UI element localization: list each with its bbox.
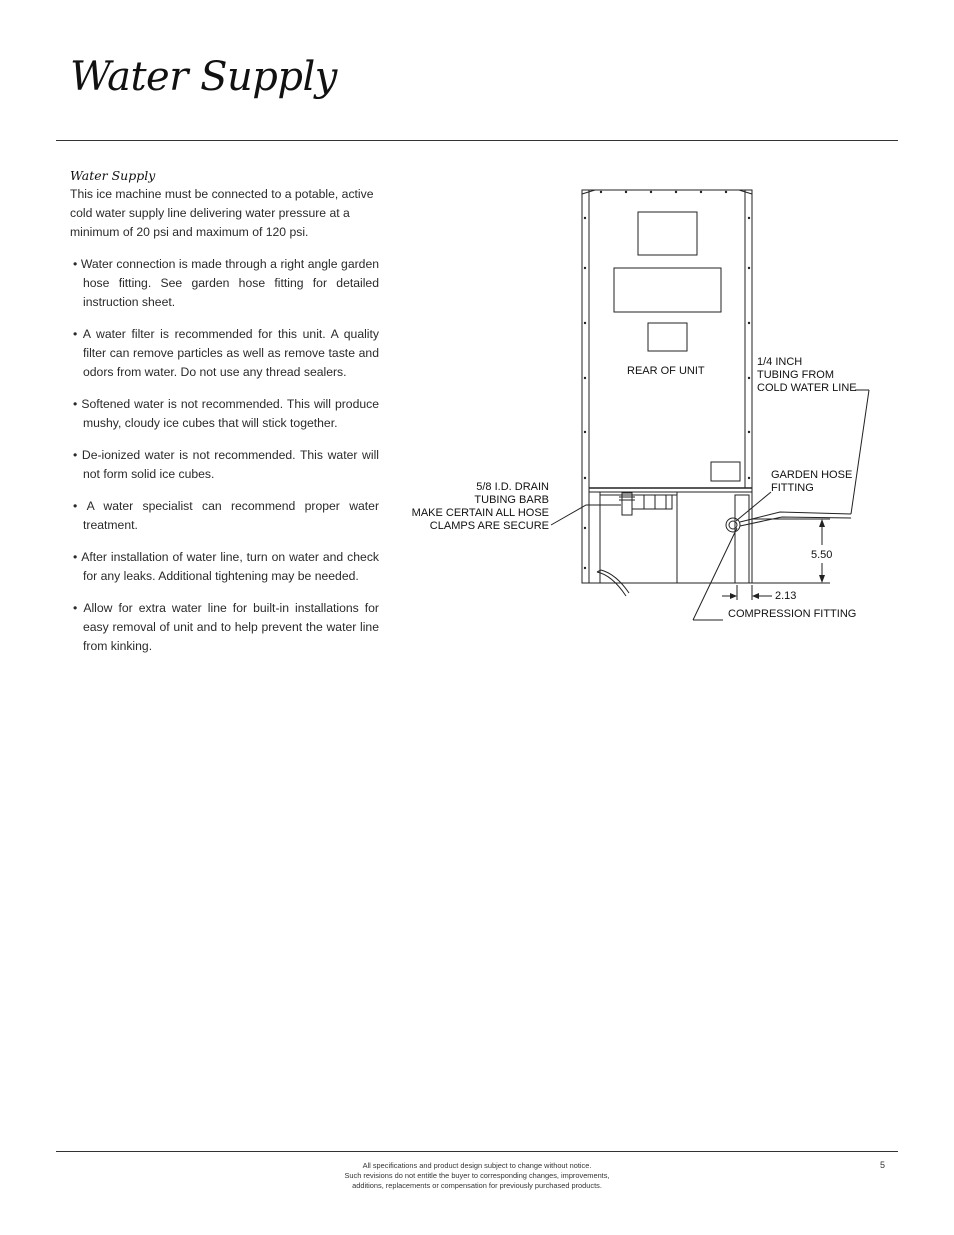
drain-label-line2: TUBING BARB <box>474 494 549 506</box>
tubing-label-line3: COLD WATER LINE <box>757 382 857 394</box>
list-item: • Softened water is not recommended. This will produce mushy, cloudy ice cubes that will stick together. <box>70 395 379 433</box>
list-item: • Water connection is made through a right angle garden hose fitting. See garden hose fitting for detailed instruction sheet. <box>70 255 379 312</box>
lower-panel <box>648 323 687 351</box>
section-heading: Water Supply <box>70 168 156 183</box>
intro-paragraph: This ice machine must be connected to a potable, active cold water supply line delivering water pressure at a minimum of 20 psi and maximum of 120 psi. <box>70 187 374 239</box>
list-item: • Allow for extra water line for built-in installations for easy removal of unit and to help prevent the water line from kinking. <box>70 599 379 656</box>
middle-panel <box>614 268 721 312</box>
drain-barb <box>622 493 632 515</box>
water-supply-section <box>70 166 379 669</box>
footer-divider <box>56 1151 898 1152</box>
tubing-label-line1: 1/4 INCH <box>757 356 803 368</box>
list-item: • After installation of water line, turn on water and check for any leaks. Additional tightening may be needed. <box>70 548 379 586</box>
compression-fitting <box>726 518 740 532</box>
upper-panel <box>638 212 697 255</box>
drain-label-line1: 5/8 I.D. DRAIN <box>476 481 549 493</box>
page-title: Water Supply <box>70 54 337 100</box>
footer-disclaimer <box>300 1161 654 1191</box>
horizontal-dimension-label: 2.13 <box>775 590 797 602</box>
list-item: • A water filter is recommended for this unit. A quality filter can remove particles as well as remove taste and odors from water. Do not use any thread sealers. <box>70 325 379 382</box>
page-number: 5 <box>880 1160 886 1170</box>
vertical-dimension-label: 5.50 <box>811 549 833 561</box>
rear-of-unit-label: REAR OF UNIT <box>627 365 705 377</box>
list-item: • De-ionized water is not recommended. This water will not form solid ice cubes. <box>70 446 379 484</box>
water-connection-diagram <box>400 180 900 640</box>
access-plate <box>711 462 740 481</box>
compression-fitting-label: COMPRESSION FITTING <box>728 608 857 620</box>
drain-label-line3: MAKE CERTAIN ALL HOSE <box>411 507 549 519</box>
disclaimer-line: additions, replacements or compensation for previously purchased products. <box>352 1181 602 1190</box>
tubing-label-line2: TUBING FROM <box>757 369 834 381</box>
requirements-list <box>70 255 379 656</box>
list-item: • A water specialist can recommend proper water treatment. <box>70 497 379 535</box>
header-divider <box>56 140 898 141</box>
disclaimer-line: Such revisions do not entitle the buyer to corresponding changes, improvements, <box>344 1171 610 1180</box>
garden-hose-label-line1: GARDEN HOSE <box>771 469 853 481</box>
drain-label-line4: CLAMPS ARE SECURE <box>429 520 549 532</box>
disclaimer-line: All specifications and product design subject to change without notice. <box>362 1161 592 1170</box>
garden-hose-label-line2: FITTING <box>771 482 814 494</box>
